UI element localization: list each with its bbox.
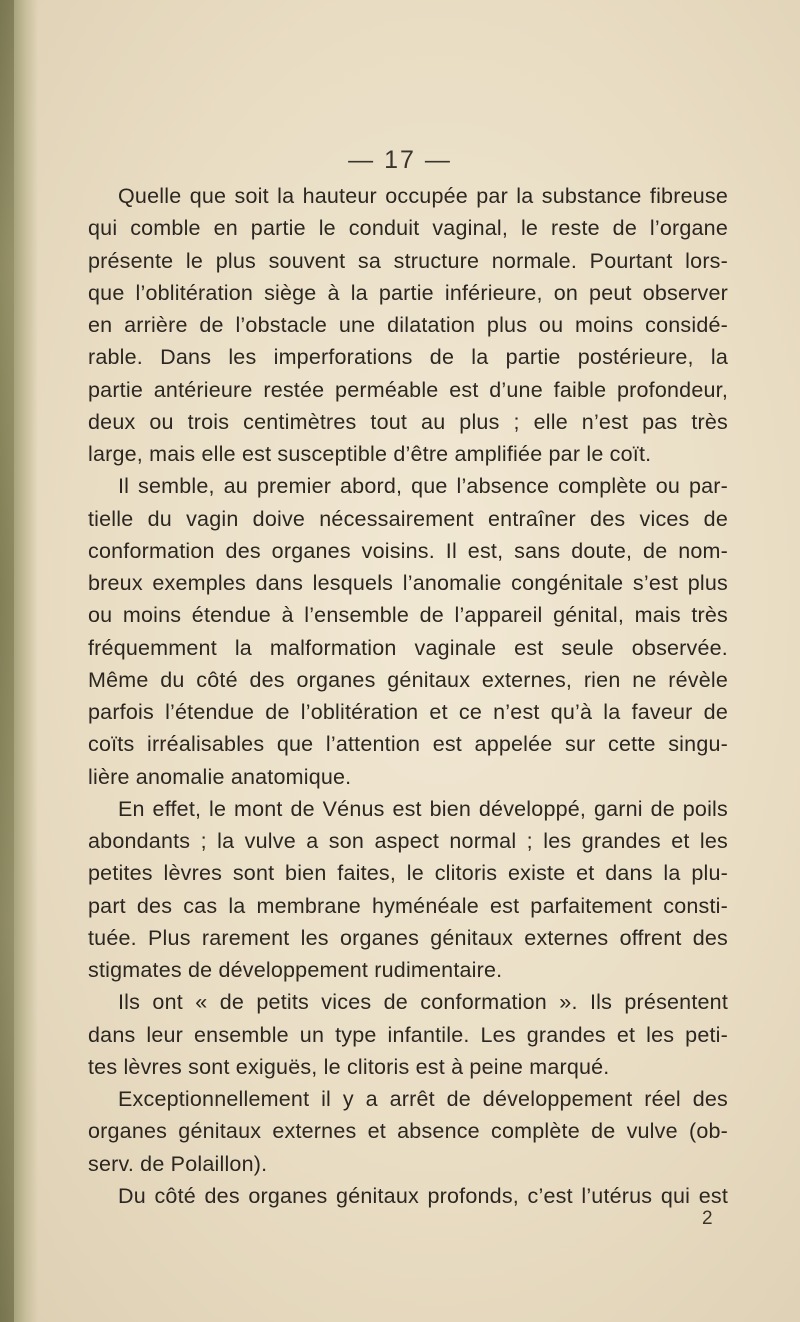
text-line: dans leur ensemble un type infantile. Les grandes et les peti-	[88, 1022, 728, 1047]
text-line: coïts irréalisables que l’attention est appelée sur cette singu-	[88, 732, 728, 757]
text-line: Ils ont « de petits vices de conformation ». Ils présentent	[118, 990, 728, 1015]
body-text	[88, 180, 728, 1212]
text-line: Même du côté des organes génitaux externes, rien ne révèle	[88, 667, 728, 692]
text-line: lière anomalie anatomique.	[88, 764, 352, 789]
text-line: rable. Dans les imperforations de la partie postérieure, la	[88, 345, 728, 370]
page-binding-edge	[0, 0, 38, 1322]
text-line: que l’oblitération siège à la partie inférieure, on peut observer	[88, 280, 728, 305]
text-line: parfois l’étendue de l’oblitération et ce n’est qu’à la faveur de	[88, 700, 728, 724]
text-line: tielle du vagin doive nécessairement entraîner des vices de	[88, 506, 728, 531]
text-line: fréquemment la malformation vaginale est seule observée.	[88, 635, 728, 660]
text-line: présente le plus souvent sa structure normale. Pourtant lors-	[88, 248, 728, 273]
text-line: en arrière de l’obstacle une dilatation plus ou moins considé-	[88, 313, 728, 337]
text-line: petites lèvres sont bien faites, le clitoris existe et dans la plu-	[88, 861, 728, 886]
text-line: ou moins étendue à l’ensemble de l’appareil génital, mais très	[88, 603, 728, 628]
text-line: tes lèvres sont exiguës, le clitoris est à peine marqué.	[88, 1054, 610, 1079]
text-line: conformation des organes voisins. Il est, sans doute, de nom-	[88, 538, 728, 563]
text-line: stigmates de développement rudimentaire.	[88, 958, 503, 982]
text-line: large, mais elle est susceptible d’être amplifiée par le coït.	[88, 442, 652, 466]
text-line: breux exemples dans lesquels l’anomalie congénitale s’est plus	[88, 571, 728, 595]
text-line: abondants ; la vulve a son aspect normal ; les grandes et les	[88, 829, 728, 853]
text-line: Exceptionnellement il y a arrêt de développement réel des	[118, 1087, 728, 1111]
signature-mark: 2	[702, 1208, 713, 1229]
text-line: partie antérieure restée perméable est d’une faible profondeur,	[88, 377, 728, 402]
text-line: Du côté des organes génitaux profonds, c’est l’utérus qui est	[118, 1183, 728, 1208]
text-line: organes génitaux externes et absence complète de vulve (ob-	[88, 1119, 728, 1144]
text-line: serv. de Polaillon).	[88, 1151, 268, 1176]
text-line: Quelle que soit la hauteur occupée par la substance fibreuse	[118, 184, 728, 208]
text-line: qui comble en partie le conduit vaginal, le reste de l’organe	[88, 216, 728, 241]
text-line: Il semble, au premier abord, que l’absence complète ou par-	[118, 474, 728, 499]
text-line: deux ou trois centimètres tout au plus ; elle n’est pas très	[88, 409, 728, 434]
page-number: — 17 —	[348, 146, 452, 174]
text-line: En effet, le mont de Vénus est bien développé, garni de poils	[118, 796, 728, 821]
text-line: part des cas la membrane hyménéale est parfaitement consti-	[88, 893, 728, 918]
text-line: tuée. Plus rarement les organes génitaux externes offrent des	[88, 925, 728, 950]
